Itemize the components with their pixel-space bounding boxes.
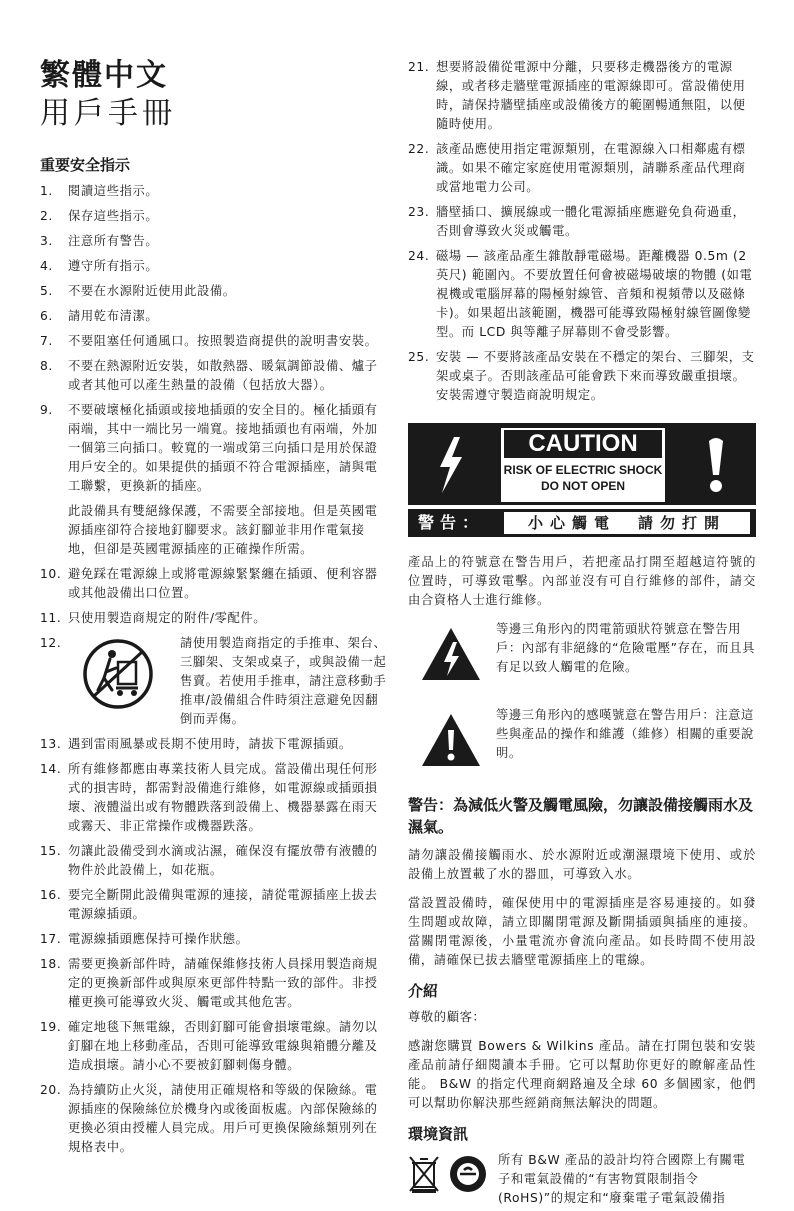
item-number: 23. [408,205,430,219]
item-number: 5. [40,284,53,298]
safety-item [408,247,756,342]
item-number: 1. [40,184,53,198]
safety-item [40,232,388,251]
safety-item [40,307,388,326]
item-text: 牆壁插口、擴展線或一體化電源插座應避免負荷過重，否則會導致火災或觸電。 [436,205,746,238]
item-text: 電源線插頭應保持可操作狀態。 [68,932,249,946]
safety-item [408,140,756,197]
item-text: 只使用製造商規定的附件/零配件。 [68,611,267,625]
lightning-bolt-icon [430,435,470,495]
warning-paragraph-1: 請勿讓設備接觸雨水、於水源附近或潮濕環境下使用、或於設備上放置載了水的器皿，可導致入水。 [408,848,756,881]
safety-item [408,203,756,241]
safety-item [40,842,388,880]
item-number: 10. [40,567,62,581]
item-number: 4. [40,259,53,273]
item-number: 14. [40,762,62,776]
item-text: 閱讀這些指示。 [68,184,159,198]
environmental-seal-icon [450,1156,486,1192]
caution-label-panel [408,423,756,505]
item-number: 21. [408,60,430,74]
item-number: 6. [40,309,53,323]
safety-item [40,760,388,836]
item-number: 7. [40,334,53,348]
weee-rohs-icons [408,1153,492,1195]
exclamation-icon [696,435,736,495]
item-text: 保存這些指示。 [68,209,159,223]
safety-item [40,930,388,949]
item-text: 磁場 — 該產品產生雜散靜電磁場。距離機器 0.5m (2 英尺) 範圍內。不要放置任何會被磁場破壞的物體 (如電視機或電腦屏幕的陽極射線管、音頻和視頻帶以及磁條卡)。如果超出該範圍，機器可能導致陽極射線管圖像變型。而 LCD 與等離子屏幕則不會受影響。 [436,249,753,339]
item-text: 想要將設備從電源中分離，只要移走機器後方的電源線，或者移走牆壁電源插座的電源線即可。當設備使用時，請保持牆壁插座或設備後方的範圍暢通無阻，以便隨時使用。 [436,60,746,131]
item-number: 2. [40,209,53,223]
item-number: 3. [40,234,53,248]
crossed-bin-icon [410,1157,438,1193]
item-text: 不要破壞極化插頭或接地插頭的安全目的。極化插頭有兩端，其中一端比另一端寬。接地插頭也有兩端，外加一個第三向插口。較寬的一端或第三向插口是用於保證用戶安全的。如果提供的插頭不符合電源插座，請與電工聯繫，更換新的插座。 [68,403,378,493]
safety-item [40,609,388,628]
lightning-symbol-explanation [408,620,756,700]
item-number: 11. [40,611,62,625]
exclamation-triangle-icon [420,712,482,768]
caution-line-2: DO NOT OPEN [540,479,625,493]
safety-item [40,1081,388,1157]
item-number: 25. [408,350,430,364]
item-number: 12. [40,636,62,650]
safety-item [40,282,388,301]
item-number: 17. [40,932,62,946]
cart-tip-over-warning-icon [82,638,154,710]
item-text: 遵守所有指示。 [68,259,159,273]
lightning-symbol-text: 等邊三角形內的閃電箭頭狀符號意在警告用戶：內部有非絕緣的“危險電壓”存在，而且具有足以致人觸電的危險。 [496,622,755,674]
caution-label [408,423,756,541]
safety-item [40,634,388,729]
safety-item [40,565,388,603]
safety-item [40,332,388,351]
safety-item [40,955,388,1012]
warning-bar [408,509,756,537]
item-text: 請用乾布清潔。 [68,309,159,323]
caution-center-box [500,427,666,503]
right-column [408,58,756,1211]
safety-item [40,357,388,395]
item-text: 所有維修都應由專業技術人員完成。當設備出現任何形式的損害時，都需對設備進行維修，如電源線或插頭損壞、液體溢出或有物體跌落到設備上、機器暴露在雨天或霧天、非正常操作或機器跌落。 [68,762,378,833]
introduction-greeting: 尊敬的顧客： [408,1010,486,1024]
warning-label: 警告： [418,513,485,532]
environmental-heading: 環境資訊 [408,1125,469,1143]
symbols-intro: 產品上的符號意在警告用戶，若把產品打開至超越這符號的位置時，可導致電擊。內部並沒有可自行維修的部件，請交由合資格人士進行維修。 [408,555,756,607]
item-text: 要完全斷開此設備與電源的連接，請從電源插座上拔去電源線插頭。 [68,888,378,921]
item-number: 18. [40,957,62,971]
caution-line-1: RISK OF ELECTRIC SHOCK [503,463,663,477]
safety-list-left [40,182,388,1157]
safety-item [408,58,756,134]
safety-item [408,348,756,405]
safety-item [40,401,388,559]
safety-list-right [408,58,756,405]
safety-item [40,1018,388,1075]
safety-item [40,886,388,924]
item-number: 13. [40,737,62,751]
item-text: 勿讓此設備受到水滴或沾濕，確保沒有擺放帶有液體的物件於此設備上，如花瓶。 [68,844,378,877]
document-title: 繁體中文 [40,58,168,93]
item-text: 不要在熱源附近安裝，如散熱器、暖氣調節設備、爐子或者其他可以產生熱量的設備（包括放大器）。 [68,359,378,392]
item-number: 15. [40,844,62,858]
safety-item [40,735,388,754]
item-text: 遇到雷雨風暴或長期不使用時，請拔下電源插頭。 [68,737,352,751]
warning-heading: 警告：為減低火警及觸電風險，勿讓設備接觸雨水及濕氣。 [408,796,754,836]
environmental-text: 所有 B&W 產品的設計均符合國際上有關電子和電氣設備的“有害物質限制指令(RoHS)”的規定和“廢棄電子電氣設備指 [498,1153,746,1205]
item-number: 20. [40,1083,62,1097]
warning-paragraph-2: 當設置設備時，確保使用中的電源插座是容易連接的。如發生問題或故障，請立即關閉電源及斷開插頭與插座的連接。當關閉電源後，小量電流亦會流向產品。如長時間不使用設備，請確保已拔去牆壁電源插座上的電線。 [408,896,756,967]
item-number: 22. [408,142,430,156]
item-extra-text: 此設備具有雙絕緣保護，不需要全部接地。但是英國電源插座卻符合接地釘腳要求。該釘腳並非用作電氣接地，但卻是英國電源插座的正確操作所需。 [68,504,378,556]
exclamation-symbol-text: 等邊三角形內的感嘆號意在警告用戶：注意這些與產品的操作和維護（維修）相關的重要說明。 [496,708,754,760]
item-number: 16. [40,888,62,902]
document-subtitle: 用戶手冊 [40,96,176,131]
item-number: 9. [40,403,53,417]
item-number: 24. [408,249,430,263]
warning-text: 小心觸電 請勿打開 [504,512,750,534]
left-column [40,58,388,1163]
item-text: 不要在水源附近使用此設備。 [68,284,236,298]
item-text: 需要更換新部件時，請確保維修技術人員採用製造商規定的更換新部件或與原來更部件特點一致的部件。非授權更換可能導致火災、觸電或其他危害。 [68,957,378,1009]
item-number: 19. [40,1020,62,1034]
safety-item [40,257,388,276]
introduction-body: 感謝您購買 Bowers & Wilkins 產品。請在打開包裝和安裝產品前請仔細閱讀本手冊。它可以幫助你更好的瞭解產品性能。 B&W 的指定代理商網路遍及全球 60 多個國家，他們可以幫助你解決那些經銷商無法解決的問題。 [408,1039,756,1110]
introduction-heading: 介紹 [408,982,439,1000]
item-text: 安裝 — 不要將該產品安裝在不穩定的架台、三腳架，支架或桌子。否則該產品可能會跌下來而導致嚴重損壞。安裝需遵守製造商說明規定。 [436,350,755,402]
item-text: 該產品應使用指定電源類別，在電源線入口相鄰處有標識。如果不確定家庭使用電源類別，請聯系產品代理商或當地電力公司。 [436,142,746,194]
lightning-triangle-icon [420,626,482,682]
safety-item [40,182,388,201]
safety-item [40,207,388,226]
environmental-info [408,1151,756,1211]
item-number: 8. [40,359,53,373]
item-text: 確定地毯下無電線，否則釘腳可能會損壞電線。請勿以釘腳在地上移動產品，否則可能導致電線與箱體分離及造成損壞。請小心不要被釘腳刺傷身體。 [68,1020,378,1072]
item-text: 不要阻塞任何通風口。按照製造商提供的說明書安裝。 [68,334,378,348]
caution-word: CAUTION [504,430,662,458]
item-text: 請使用製造商指定的手推車、架台、三腳架、支架或桌子，或與設備一起售賣。若使用手推車，請注意移動手推車/設備組合件時須注意避免因翻倒而弄傷。 [180,636,387,726]
item-text: 為持續防止火災，請使用正確規格和等級的保險絲。電源插座的保險絲位於機身內或後面板處。內部保險絲的更換必須由授權人員完成。用戶可更換保險絲類別列在規格表中。 [68,1083,378,1154]
safety-heading: 重要安全指示 [40,156,131,174]
item-text: 避免踩在電源線上或將電源線緊緊纏在插頭、便利容器或其他設備出口位置。 [68,567,378,600]
exclamation-symbol-explanation [408,706,756,786]
item-text: 注意所有警告。 [68,234,159,248]
